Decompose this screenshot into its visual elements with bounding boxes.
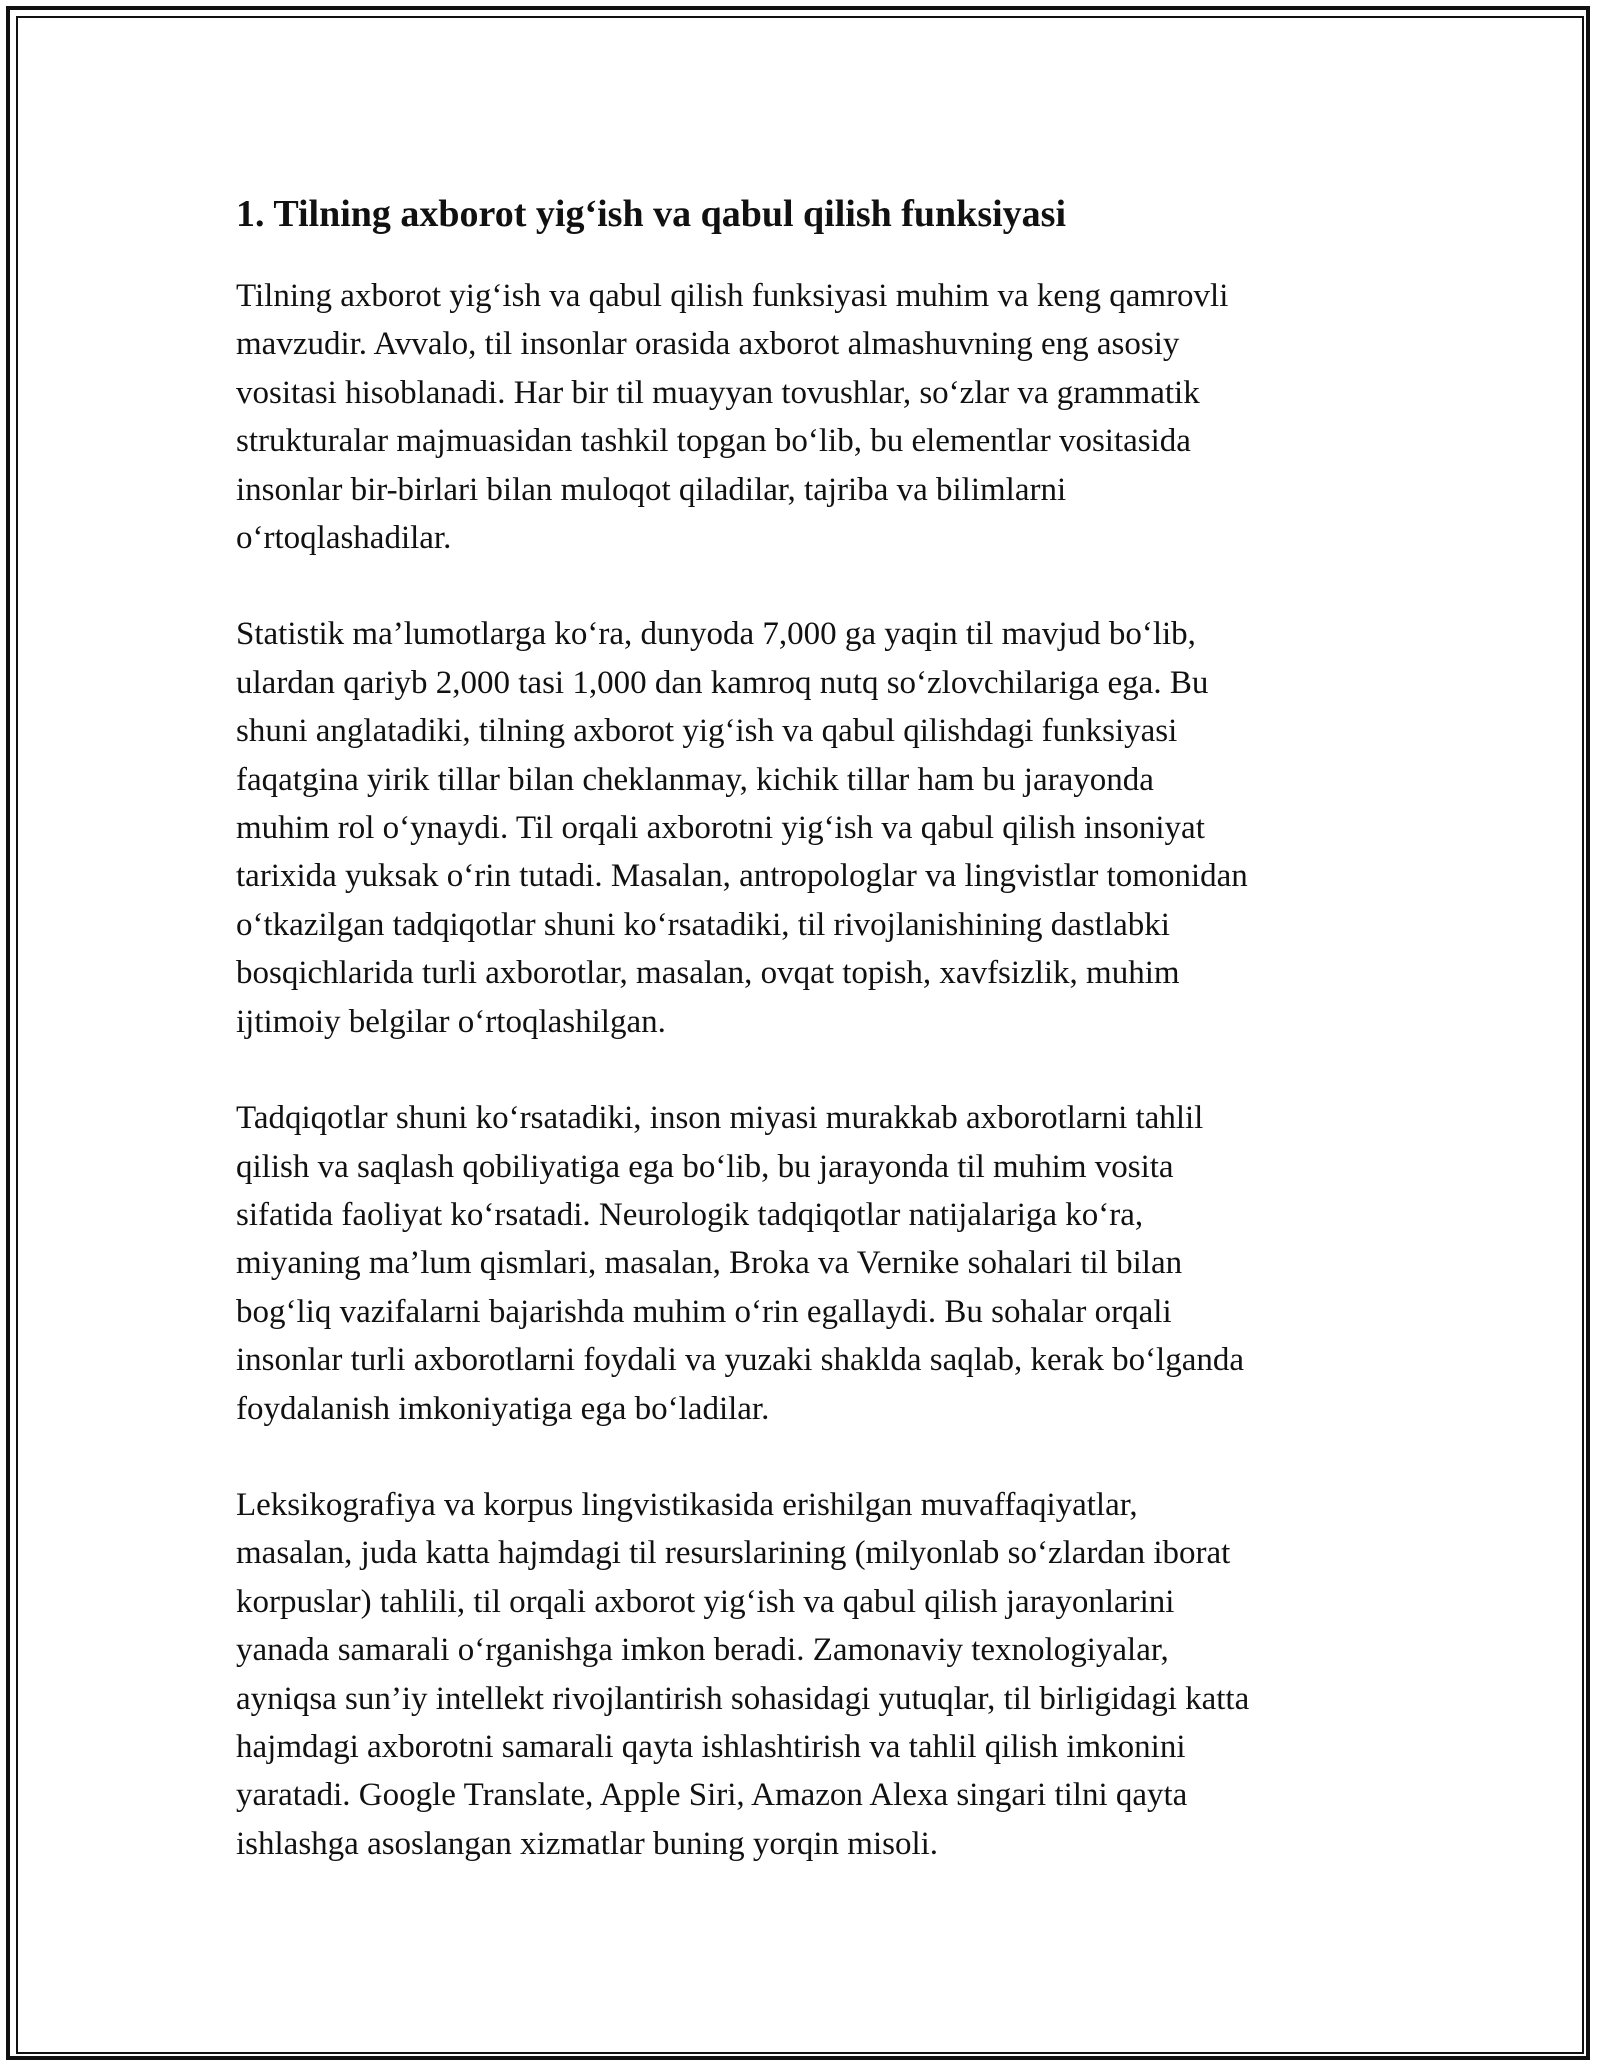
- text-line: qilish va saqlash qobiliyatiga ega bo‘lib, bu jarayonda til muhim vosita: [236, 1148, 1174, 1185]
- text-line: bog‘liq vazifalarni bajarishda muhim o‘rin egallaydi. Bu sohalar orqali: [236, 1293, 1172, 1330]
- text-line: ishlashga asoslangan xizmatlar buning yorqin misoli.: [236, 1825, 939, 1862]
- paragraph-3: [236, 1094, 1366, 1433]
- text-line: hajmdagi axborotni samarali qayta ishlashtirish va tahlil qilish imkonini: [236, 1728, 1186, 1765]
- text-line: o‘rtoqlashadilar.: [236, 520, 452, 557]
- text-line: Tadqiqotlar shuni ko‘rsatadiki, inson miyasi murakkab axborotlarni tahlil: [236, 1100, 1204, 1137]
- text-line: ulardan qariyb 2,000 tasi 1,000 dan kamroq nutq so‘zlovchilariga ega. Bu: [236, 664, 1209, 701]
- text-line: masalan, juda katta hajmdagi til resurslarining (milyonlab so‘zlardan iborat: [236, 1535, 1231, 1572]
- text-line: miyaning ma’lum qismlari, masalan, Broka va Vernike sohalari til bilan: [236, 1245, 1183, 1282]
- text-line: foydalanish imkoniyatiga ega bo‘ladilar.: [236, 1390, 770, 1427]
- text-line: mavzudir. Avvalo, til insonlar orasida axborot almashuvning eng asosiy: [236, 326, 1180, 363]
- text-line: Statistik ma’lumotlarga ko‘ra, dunyoda 7,000 ga yaqin til mavjud bo‘lib,: [236, 616, 1196, 653]
- text-line: korpuslar) tahlili, til orqali axborot yig‘ish va qabul qilish jarayonlarini: [236, 1583, 1175, 1620]
- text-line: Leksikografiya va korpus lingvistikasida erishilgan muvaffaqiyatlar,: [236, 1486, 1138, 1523]
- text-line: insonlar bir-birlari bilan muloqot qiladilar, tajriba va bilimlarni: [236, 471, 1067, 508]
- text-line: strukturalar majmuasidan tashkil topgan bo‘lib, bu elementlar vositasida: [236, 423, 1191, 460]
- text-line: tarixida yuksak o‘rin tutadi. Masalan, antropologlar va lingvistlar tomonidan: [236, 858, 1248, 895]
- text-line: muhim rol o‘ynaydi. Til orqali axborotni yig‘ish va qabul qilish insoniyat: [236, 810, 1205, 847]
- text-line: insonlar turli axborotlarni foydali va yuzaki shaklda saqlab, kerak bo‘lganda: [236, 1342, 1245, 1379]
- document-body: [236, 186, 1366, 1916]
- text-line: bosqichlarida turli axborotlar, masalan, ovqat topish, xavfsizlik, muhim: [236, 955, 1180, 992]
- text-line: shuni anglatadiki, tilning axborot yig‘ish va qabul qilishdagi funksiyasi: [236, 713, 1178, 750]
- text-line: vositasi hisoblanadi. Har bir til muayyan tovushlar, so‘zlar va grammatik: [236, 374, 1200, 411]
- text-line: ayniqsa sun’iy intellekt rivojlantirish sohasidagi yutuqlar, til birligidagi katta: [236, 1680, 1250, 1717]
- text-line: o‘tkazilgan tadqiqotlar shuni ko‘rsatadiki, til rivojlanishining dastlabki: [236, 906, 1170, 943]
- section-title: 1. Tilning axborot yig‘ish va qabul qilish funksiyasi: [236, 193, 1067, 235]
- paragraph-4: [236, 1481, 1366, 1868]
- text-line: yanada samarali o‘rganishga imkon beradi. Zamonaviy texnologiyalar,: [236, 1632, 1169, 1669]
- text-line: faqatgina yirik tillar bilan cheklanmay, kichik tillar ham bu jarayonda: [236, 761, 1154, 798]
- text-line: Tilning axborot yig‘ish va qabul qilish funksiyasi muhim va keng qamrovli: [236, 278, 1229, 314]
- text-line: sifatida faoliyat ko‘rsatadi. Neurologik tadqiqotlar natijalariga ko‘ra,: [236, 1196, 1144, 1233]
- text-line: yaratadi. Google Translate, Apple Siri, Amazon Alexa singari tilni qayta: [236, 1777, 1188, 1814]
- paragraph-2: [236, 610, 1366, 1046]
- paragraph-1: [236, 272, 1366, 562]
- text-line: ijtimoiy belgilar o‘rtoqlashilgan.: [236, 1003, 666, 1040]
